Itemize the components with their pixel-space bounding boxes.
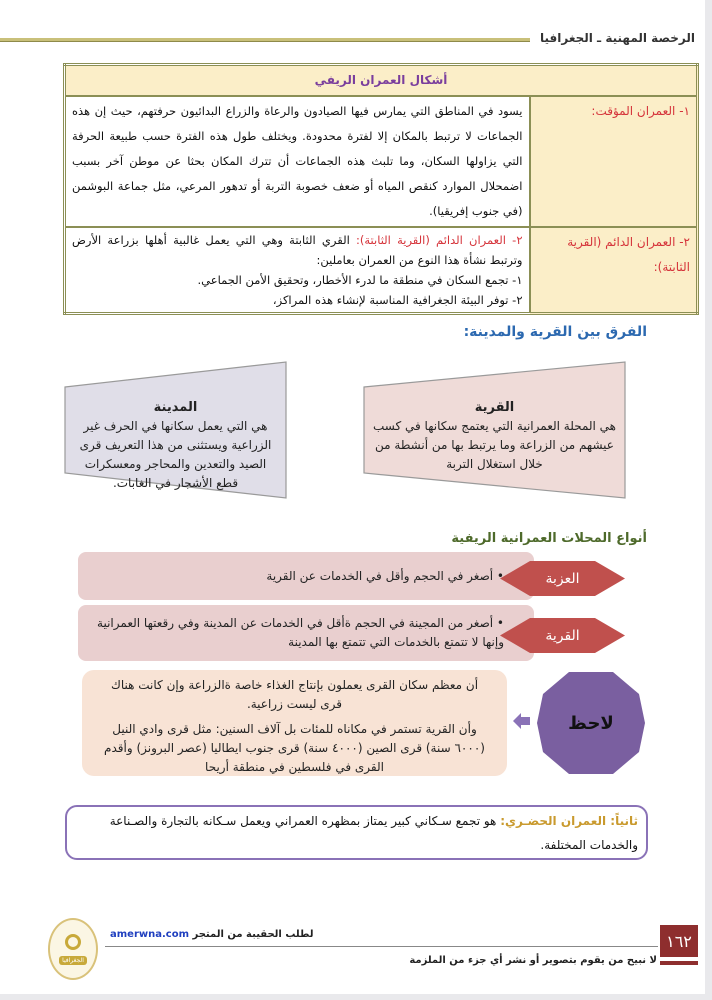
- note-box: [82, 670, 507, 776]
- city-title: المدينة: [153, 400, 198, 415]
- row-lead: ٢- العمران الدائم (القرية الثابتة):: [356, 233, 523, 247]
- arrow-left-icon: [513, 712, 531, 730]
- type-text: • أصغر في الحجم وأقل في الخدمات عن القرية: [266, 568, 504, 583]
- point: ١- تجمع السكان في منطقة ما لدرء الأخطار، وتحقيق الأمن الجماعي.: [197, 273, 523, 287]
- row-intro: القري الثابتة وهي التي يعمل غالبية أهلها بزراعة الأرض وترتبط نشأة هذا النوع من العمران بعاملين:: [72, 233, 523, 267]
- row-label: ٢- العمران الدائم (القرية الثابتة):: [530, 227, 698, 314]
- table-row: [65, 227, 698, 314]
- store-link[interactable]: amerwna.com: [110, 929, 190, 940]
- rural-forms-table: [63, 63, 699, 315]
- difference-heading: الفرق بين القرية والمدينة:: [463, 324, 647, 340]
- village-title: القرية: [474, 400, 515, 415]
- urban-definition-box: [65, 805, 648, 860]
- village-card: [362, 360, 627, 500]
- village-text: هي المحلة العمرانية التي يعتمج سكانها في كسب عيشهم من الزراعة وما يرتبط بها من أنشطة من خلال استغلال التربة: [372, 419, 617, 471]
- logo-icon: [65, 934, 81, 950]
- urban-text: هو تجمع سـكاني كبير يمتاز بمظهره العمراني ويعمل سـكانه بالتجارة والصـناعة والخدمات المختلفة.: [109, 814, 638, 852]
- note-octagon: [537, 672, 645, 774]
- type-text: • أصغر من المجينة في الحجم ةأقل في الخدمات عن المدينة وفي رقعتها العمرانية وإنها لا تتمتع بالخدمات التي تتمتع بها المدينة: [97, 616, 504, 649]
- table-title: أشكال العمران الريفي: [65, 65, 698, 97]
- logo-text: الجغرافيا: [59, 956, 87, 965]
- note-label: لاحظ: [568, 712, 614, 734]
- order-label: لطلب الحقيبة من المتجر: [189, 929, 314, 940]
- footer-divider: [105, 946, 658, 947]
- row-label: ١- العمران المؤقت:: [530, 96, 698, 227]
- page-header-title: الرخصة المهنية ـ الجغرافيا: [539, 31, 695, 45]
- copyright-notice: لا نبيح من يقوم بتصوير أو نشر أي جزء من الملزمة: [409, 955, 657, 966]
- village-diamond: [500, 618, 625, 653]
- type-row-hamlet: [78, 552, 534, 600]
- type-label: العزبة: [545, 570, 580, 587]
- page-number: ١٦٢: [660, 925, 698, 961]
- order-text: [110, 929, 314, 940]
- note-p1: أن معظم سكان القرى يعملون بإنتاج الغذاء خاصة ةالزراعة وإن كانت هناك قرى ليست زراعية.: [110, 678, 479, 711]
- point: ٢- توفر البيئة الجغرافية المناسبة لإنشاء هذه المراكز،: [272, 293, 523, 307]
- type-label: القرية: [545, 627, 580, 644]
- row-text: يسود في المناطق التي يمارس فيها الصيادون والرعاة والزراع البدائيون حرفتهم، حيث إن هذه الجماعات لا ترتبط بالمكان إلا لفترة محدودة. ويختلف طول هذه الفترة حسب طبيعة الحرفة التي يزاولها السكان، وما تلبث هذه الجماعات أن تترك المكان بحثا عن موطن آخر بسبب اضمحلال الموارد كنقص المياه أو ضعف خصوبة التربة أو تدهور المرعي، مثل جماعة البوشمن (في جنوب إفريقيا).: [65, 96, 530, 227]
- note-p2: وأن القرية تستمر في مكاناه للمئات بل آلاف السنين: مثل قرى وادي النيل (٦٠٠٠ سنة) قرى الصين (٤٠٠٠ سنة) قرى جنوب ايطاليا (عصر البرونز) وأقدم القرى في فلسطين في منطقة أريحا: [104, 722, 485, 774]
- city-text: هي التي يعمل سكانها في الحرف غير الزراعية ويستثنى من هذا التعريف قرى الصيد والتعدين والمحاجر ومعسكرات قطع الأشجار في الغابات.: [79, 419, 272, 490]
- row-text: [65, 227, 530, 314]
- types-heading: أنواع المحلات العمرانية الريفية: [451, 531, 647, 546]
- publisher-logo: [48, 918, 98, 980]
- header-divider: [0, 38, 530, 42]
- hamlet-diamond: [500, 561, 625, 596]
- city-card: [63, 360, 288, 500]
- table-row: [65, 96, 698, 227]
- type-row-village: [78, 605, 534, 661]
- urban-term: ثانياً: العمران الحضـري:: [500, 814, 638, 828]
